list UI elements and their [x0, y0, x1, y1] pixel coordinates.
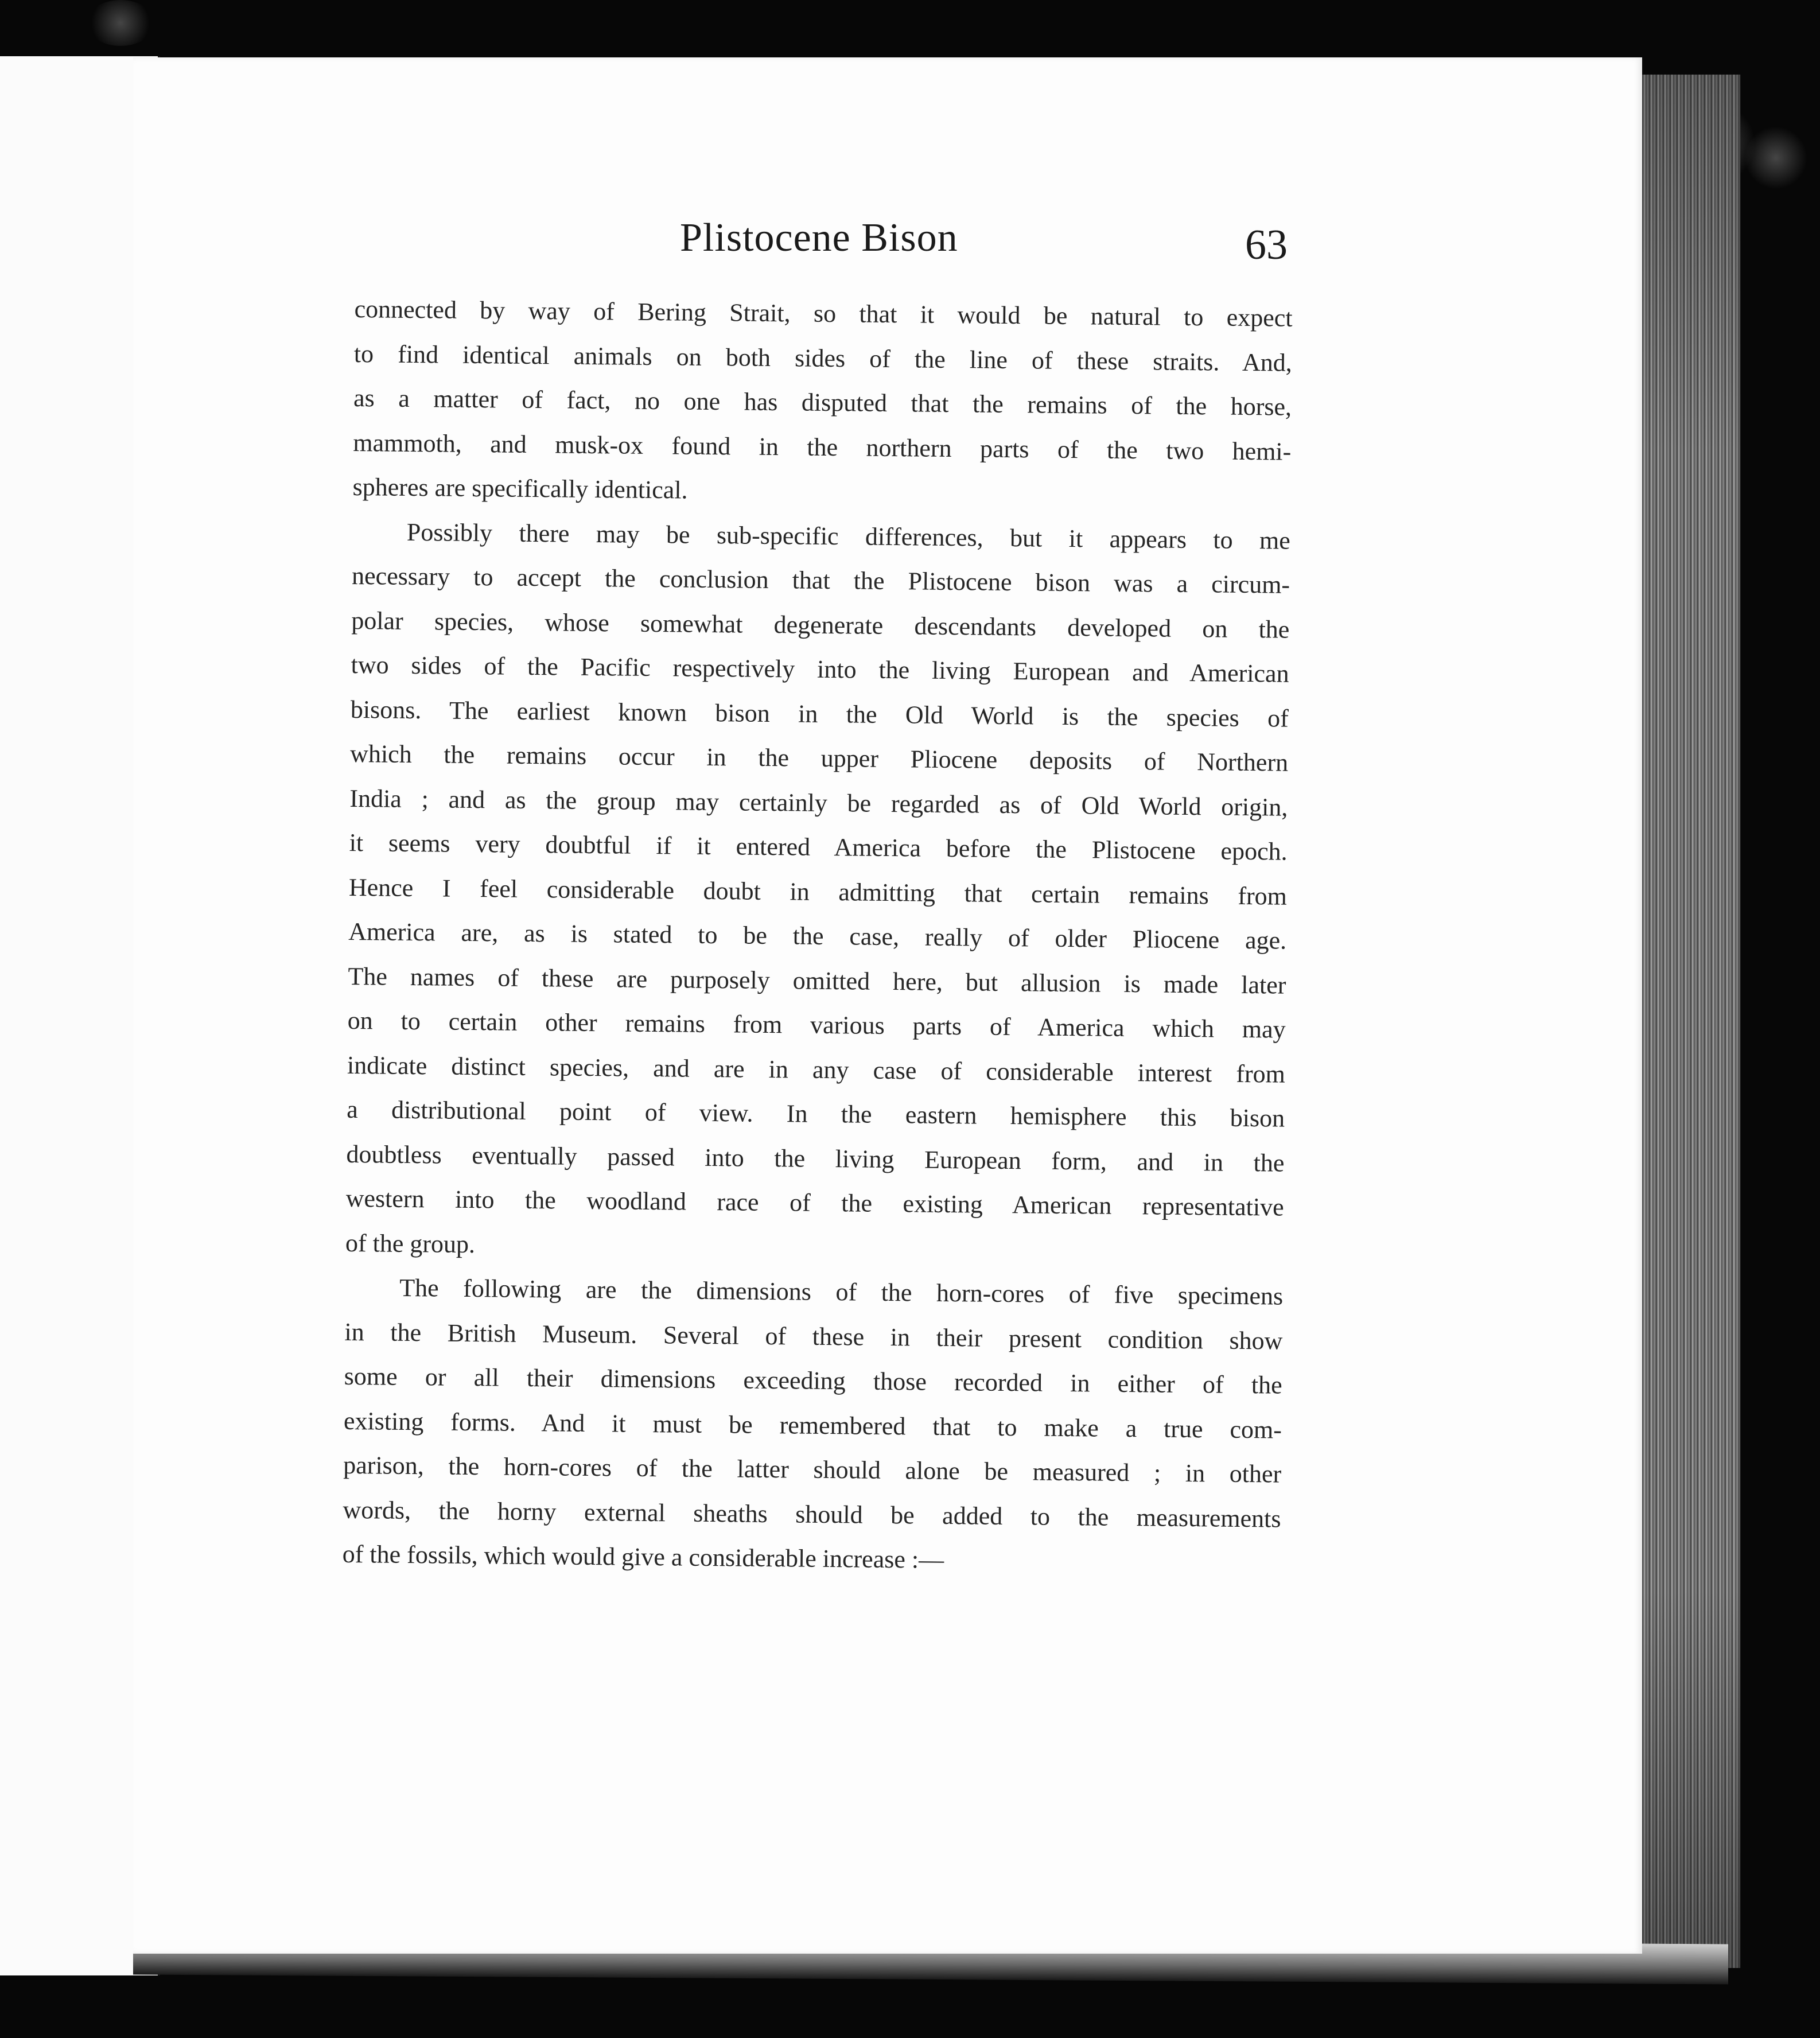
paragraph [352, 287, 1293, 518]
text-line: two sides of the Pacific respectively into the living European and American [351, 650, 1289, 688]
text-line: of the fossils, which would give a considerable increase :— [342, 1539, 944, 1574]
text-line: bisons. The earliest known bison in the Old World is the species of [350, 695, 1289, 733]
text-line: The following are the dimensions of the horn-cores of five specimens [399, 1273, 1284, 1310]
page-number: 63 [1245, 221, 1288, 269]
scan-speck [1744, 126, 1807, 189]
text-line: doubtless eventually passed into the living European form, and in the [346, 1139, 1285, 1177]
text-line: India ; and as the group may certainly be regarded as of Old World origin, [349, 784, 1288, 822]
text-line: Hence I feel considerable doubt in admitting that certain remains from [348, 873, 1288, 911]
text-line: a distributional point of view. In the eastern hemisphere this bison [347, 1095, 1285, 1133]
text-line: of the group. [345, 1228, 476, 1258]
paragraph [342, 1265, 1283, 1585]
text-line: on to certain other remains from various parts of America which may [347, 1006, 1286, 1044]
text-line: polar species, whose somewhat degenerate descendants developed on the [351, 606, 1290, 644]
text-line: indicate distinct species, and are in any case of considerable interest from [347, 1051, 1286, 1088]
text-line: Possibly there may be sub-specific differences, but it appears to me [406, 518, 1291, 555]
text-line: which the remains occur in the upper Pliocene deposits of Northern [349, 739, 1289, 777]
text-line: connected by way of Bering Strait, so that it would be natural to expect [354, 294, 1293, 332]
text-line: it seems very doubtful if it entered America before the Plistocene epoch. [349, 828, 1288, 866]
text-line: words, the horny external sheaths should be added to the measurements [343, 1495, 1281, 1533]
text-line: spheres are specifically identical. [352, 472, 688, 504]
scan-speck [86, 0, 155, 46]
text-line: parison, the horn-cores of the latter should alone be measured ; in other [343, 1450, 1282, 1488]
text-line: western into the woodland race of the existing American representative [345, 1184, 1284, 1222]
text-line: The names of these are purposely omitted here, but allusion is made later [348, 962, 1286, 999]
text-line: in the British Museum. Several of these in their present condition show [344, 1317, 1283, 1355]
paragraph [345, 509, 1291, 1274]
text-line: to find identical animals on both sides of the line of these straits. And, [353, 339, 1293, 377]
text-line: America are, as is stated to be the case, really of older Pliocene age. [348, 917, 1287, 955]
body-text [342, 287, 1292, 1585]
text-line: mammoth, and musk-ox found in the northern parts of the two hemi- [353, 428, 1292, 466]
running-head: Plistocene Bison [680, 216, 958, 260]
text-line: existing forms. And it must be remembered that to make a true com- [343, 1406, 1282, 1444]
text-line: necessary to accept the conclusion that the Plistocene bison was a circum- [351, 561, 1290, 599]
text-line: as a matter of fact, no one has disputed that the remains of the horse, [353, 383, 1292, 421]
text-line: some or all their dimensions exceeding those recorded in either of the [344, 1362, 1282, 1399]
